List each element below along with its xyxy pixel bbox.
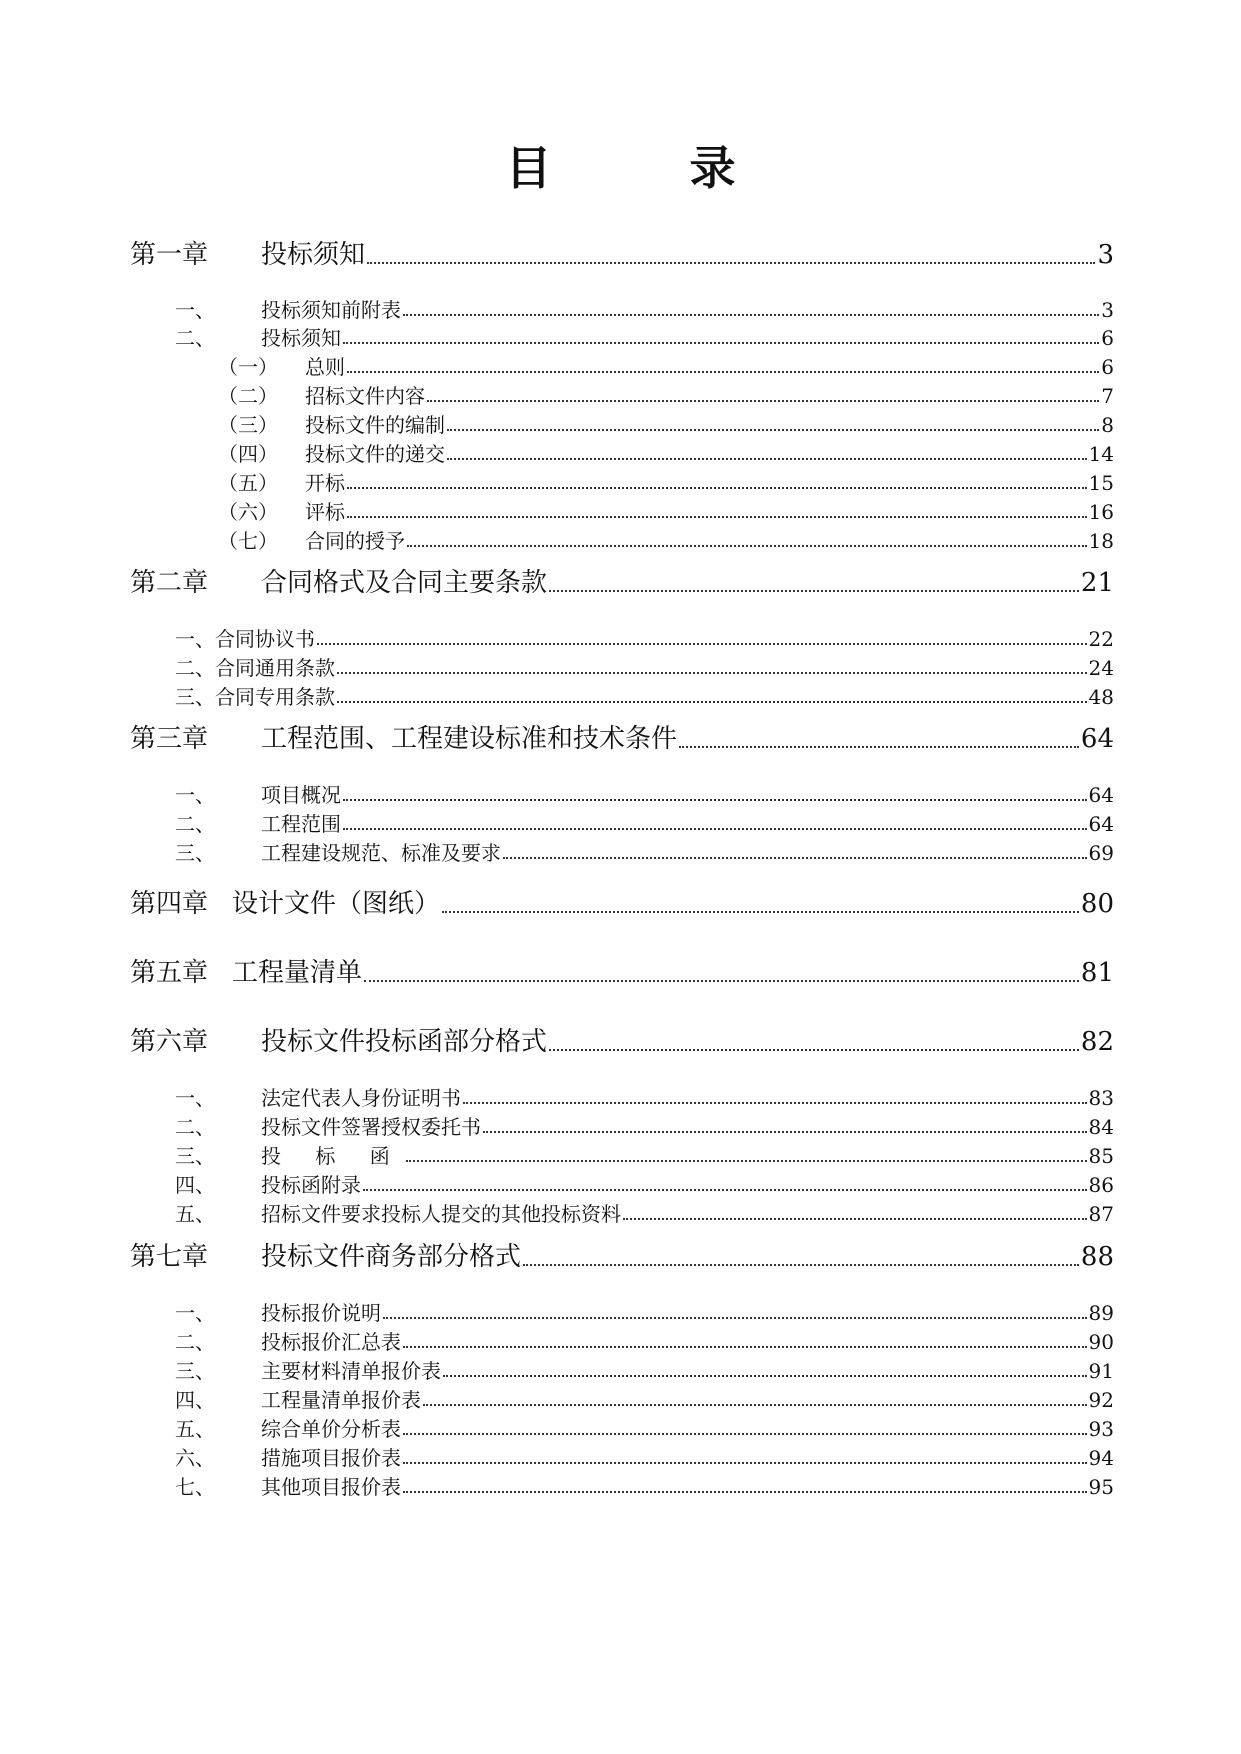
dot-leader [403, 1462, 1087, 1464]
toc-chapter-entry[interactable] [130, 883, 1114, 919]
dot-leader [407, 545, 1087, 547]
toc-entry-number: 一、 [175, 1301, 215, 1325]
dot-leader [403, 1346, 1087, 1348]
dot-leader [623, 1218, 1087, 1220]
toc-entry-title: 合同格式及合同主要条款 [261, 568, 548, 598]
toc-entry-number: 一、 [175, 627, 215, 651]
toc-entry-title: 工程范围 [261, 812, 341, 836]
toc-entry-number: 第四章 [130, 889, 209, 919]
toc-page-number: 85 [1088, 1144, 1114, 1168]
toc-entry-title: 投标报价说明 [261, 1301, 381, 1325]
toc-entry-number: 第三章 [130, 724, 209, 754]
toc-section-entry[interactable] [130, 652, 1114, 680]
toc-entry-number: 三、 [175, 1359, 215, 1383]
toc-entry-number: 四、 [175, 1388, 215, 1412]
toc-entry-number: 五、 [175, 1417, 215, 1441]
toc-section-entry[interactable] [130, 1140, 1114, 1168]
dot-leader [337, 701, 1087, 703]
toc-entry-number: 第一章 [130, 240, 209, 270]
toc-entry-number: （四） [218, 442, 278, 466]
toc-entry-title: 投标文件的递交 [305, 442, 445, 466]
toc-section-entry[interactable] [130, 1413, 1114, 1441]
toc-entry-title: 投标须知前附表 [261, 298, 401, 322]
toc-entry-number: 第二章 [130, 568, 209, 598]
dot-leader [442, 911, 1079, 913]
dot-leader [523, 1264, 1079, 1266]
toc-entry-title: 投 标 函 [261, 1144, 404, 1168]
toc-page-number: 3 [1097, 240, 1114, 270]
toc-section-entry[interactable] [130, 467, 1114, 495]
dot-leader [679, 746, 1079, 748]
toc-page-number: 7 [1101, 384, 1114, 408]
toc-entry-title: 开标 [305, 471, 345, 495]
toc-entry-title: 投标须知 [261, 240, 366, 270]
toc-page-number: 81 [1080, 958, 1114, 988]
toc-section-entry[interactable] [130, 1384, 1114, 1412]
dot-leader [483, 1131, 1087, 1133]
toc-entry-title: 工程范围、工程建设标准和技术条件 [261, 724, 678, 754]
toc-entry-number: 二、 [175, 656, 215, 680]
toc-page-number: 90 [1088, 1330, 1114, 1354]
toc-page-number: 6 [1101, 355, 1114, 379]
toc-page-number: 87 [1088, 1202, 1114, 1226]
toc-page-number: 64 [1080, 724, 1114, 754]
toc-section-entry[interactable] [130, 1442, 1114, 1470]
toc-section-entry[interactable] [130, 1471, 1114, 1499]
toc-section-entry[interactable] [130, 1355, 1114, 1383]
toc-entry-title: 合同的授予 [305, 529, 405, 553]
toc-entry-number: 二、 [175, 326, 215, 350]
toc-section-entry[interactable] [130, 1326, 1114, 1354]
dot-leader [363, 1189, 1087, 1191]
toc-page-number: 88 [1080, 1242, 1114, 1272]
toc-page-number: 80 [1080, 889, 1114, 919]
dot-leader [549, 1049, 1079, 1051]
toc-chapter-entry[interactable] [130, 1236, 1114, 1272]
toc-section-entry[interactable] [130, 837, 1114, 865]
dot-leader [427, 400, 1099, 402]
toc-page-number: 91 [1088, 1359, 1114, 1383]
toc-section-entry[interactable] [130, 1111, 1114, 1139]
dot-leader [317, 643, 1087, 645]
toc-chapter-entry[interactable] [130, 562, 1114, 598]
toc-page-number: 95 [1088, 1475, 1114, 1499]
toc-section-entry[interactable] [130, 351, 1114, 379]
toc-page-number: 84 [1088, 1115, 1114, 1139]
toc-section-entry[interactable] [130, 1169, 1114, 1197]
toc-chapter-entry[interactable] [130, 234, 1114, 270]
toc-entry-number: （三） [218, 413, 278, 437]
dot-leader [447, 458, 1087, 460]
toc-section-entry[interactable] [130, 623, 1114, 651]
toc-page-number: 3 [1101, 298, 1114, 322]
toc-page-number: 24 [1088, 656, 1114, 680]
toc-section-entry[interactable] [130, 1198, 1114, 1226]
toc-chapter-entry[interactable] [130, 952, 1114, 988]
toc-chapter-entry[interactable] [130, 1021, 1114, 1057]
dot-leader [403, 314, 1099, 316]
toc-section-entry[interactable] [130, 380, 1114, 408]
toc-section-entry[interactable] [130, 294, 1114, 322]
toc-section-entry[interactable] [130, 525, 1114, 553]
dot-leader [383, 1317, 1087, 1319]
toc-page-number: 15 [1088, 471, 1114, 495]
toc-page-number: 64 [1088, 812, 1114, 836]
toc-entry-title: 工程量清单报价表 [261, 1388, 421, 1412]
toc-page-number: 93 [1088, 1417, 1114, 1441]
toc-entry-title: 投标报价汇总表 [261, 1330, 401, 1354]
toc-entry-title: 招标文件要求投标人提交的其他投标资料 [261, 1202, 621, 1226]
page-title: 目 录 [505, 141, 782, 195]
toc-page-number: 18 [1088, 529, 1114, 553]
dot-leader [403, 1433, 1087, 1435]
toc-entry-number: 一、 [175, 1086, 215, 1110]
toc-entry-number: 六、 [175, 1446, 215, 1470]
toc-entry-title: 合同协议书 [215, 627, 315, 651]
toc-entry-number: 第七章 [130, 1242, 209, 1272]
toc-section-entry[interactable] [130, 1082, 1114, 1110]
toc-entry-title: 项目概况 [261, 783, 341, 807]
toc-entry-title: 评标 [305, 500, 345, 524]
toc-entry-title: 合同专用条款 [215, 685, 335, 709]
toc-page-number: 64 [1088, 783, 1114, 807]
toc-section-entry[interactable] [130, 496, 1114, 524]
toc-page-number: 22 [1088, 627, 1114, 651]
dot-leader [403, 1491, 1087, 1493]
toc-section-entry[interactable] [130, 808, 1114, 836]
toc-page-number: 83 [1088, 1086, 1114, 1110]
toc-entry-number: 三、 [175, 685, 215, 709]
dot-leader [347, 516, 1087, 518]
toc-entry-number: （一） [218, 355, 278, 379]
toc-entry-number: 一、 [175, 298, 215, 322]
dot-leader [406, 1160, 1087, 1162]
dot-leader [463, 1102, 1087, 1104]
toc-page-number: 94 [1088, 1446, 1114, 1470]
dot-leader [503, 857, 1087, 859]
toc-page-number: 69 [1088, 841, 1114, 865]
toc-entry-number: （二） [218, 384, 278, 408]
dot-leader [367, 262, 1095, 264]
dot-leader [549, 590, 1079, 592]
toc-entry-title: 措施项目报价表 [261, 1446, 401, 1470]
dot-leader [443, 1375, 1087, 1377]
toc-entry-title: 投标文件签署授权委托书 [261, 1115, 481, 1139]
toc-entry-title: 投标文件投标函部分格式 [261, 1027, 548, 1057]
toc-entry-title: 工程建设规范、标准及要求 [261, 841, 501, 865]
toc-section-entry[interactable] [130, 1297, 1114, 1325]
dot-leader [343, 799, 1087, 801]
toc-entry-title: 总则 [305, 355, 345, 379]
toc-section-entry[interactable] [130, 438, 1114, 466]
dot-leader [347, 371, 1099, 373]
toc-page-number: 82 [1080, 1027, 1114, 1057]
toc-page-number: 6 [1101, 326, 1114, 350]
toc-page-number: 16 [1088, 500, 1114, 524]
toc-entry-number: 第五章 [130, 958, 209, 988]
toc-entry-title: 招标文件内容 [305, 384, 425, 408]
toc-section-entry[interactable] [130, 409, 1114, 437]
toc-section-entry[interactable] [130, 779, 1114, 807]
toc-entry-title: 工程量清单 [232, 958, 363, 988]
toc-entry-number: 第六章 [130, 1027, 209, 1057]
toc-entry-number: 五、 [175, 1202, 215, 1226]
dot-leader [447, 429, 1099, 431]
toc-page-number: 14 [1088, 442, 1114, 466]
toc-entry-title: 投标文件的编制 [305, 413, 445, 437]
toc-page-number: 8 [1101, 413, 1114, 437]
toc-section-entry[interactable] [130, 322, 1114, 350]
toc-entry-title: 综合单价分析表 [261, 1417, 401, 1441]
toc-page-number: 86 [1088, 1173, 1114, 1197]
toc-page-number: 89 [1088, 1301, 1114, 1325]
toc-entry-number: （五） [218, 471, 278, 495]
dot-leader [343, 342, 1099, 344]
toc-entry-title: 投标文件商务部分格式 [261, 1242, 522, 1272]
toc-entry-number: 四、 [175, 1173, 215, 1197]
toc-chapter-entry[interactable] [130, 718, 1114, 754]
dot-leader [343, 828, 1087, 830]
toc-entry-title: 设计文件（图纸） [232, 889, 441, 919]
toc-entry-title: 合同通用条款 [215, 656, 335, 680]
toc-page-number: 48 [1088, 685, 1114, 709]
toc-entry-number: 二、 [175, 1330, 215, 1354]
toc-entry-number: 三、 [175, 841, 215, 865]
dot-leader [423, 1404, 1087, 1406]
toc-entry-number: （七） [218, 529, 278, 553]
dot-leader [337, 672, 1087, 674]
toc-page-number: 92 [1088, 1388, 1114, 1412]
toc-entry-number: 二、 [175, 812, 215, 836]
dot-leader [364, 980, 1079, 982]
toc-entry-title: 投标须知 [261, 326, 341, 350]
toc-entry-number: 三、 [175, 1144, 215, 1168]
toc-entry-title: 主要材料清单报价表 [261, 1359, 441, 1383]
toc-section-entry[interactable] [130, 681, 1114, 709]
toc-entry-number: 一、 [175, 783, 215, 807]
toc-entry-title: 投标函附录 [261, 1173, 361, 1197]
toc-entry-title: 其他项目报价表 [261, 1475, 401, 1499]
toc-entry-title: 法定代表人身份证明书 [261, 1086, 461, 1110]
toc-entry-number: 七、 [175, 1475, 215, 1499]
toc-page-number: 21 [1080, 568, 1114, 598]
toc-entry-number: 二、 [175, 1115, 215, 1139]
toc-entry-number: （六） [218, 500, 278, 524]
dot-leader [347, 487, 1087, 489]
